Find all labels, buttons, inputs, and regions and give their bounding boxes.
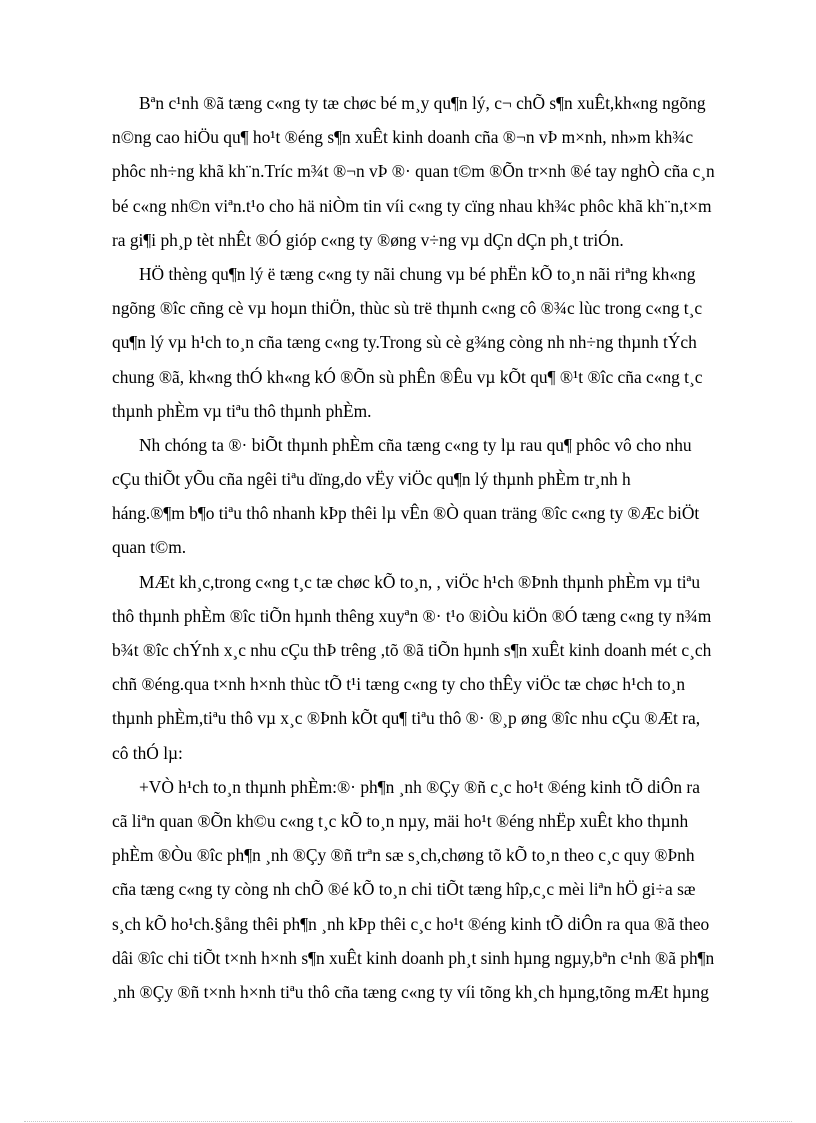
text-line: cô thÓ lµ: — [112, 742, 183, 763]
text-line: qu¶n lý vµ h¹ch to¸n cña tæng c«ng ty.Trong sù cè g¾ng còng nh nh÷ng thµnh tÝch — [112, 332, 697, 353]
text-line: bé c«ng nh©n viªn.t¹o cho hä niÒm tin víi c«ng ty cïng nhau kh¾c phôc khã kh¨n,t×m — [112, 195, 712, 216]
text-line: cÇu thiÕt yÕu cña ngêi tiªu dïng,do vËy viÖc qu¶n lý thµnh phÈm tr¸nh h — [112, 469, 631, 490]
text-line: ¸nh ®Çy ®ñ t×nh h×nh tiªu thô cña tæng c«ng ty víi tõng kh¸ch hµng,tõng mÆt hµng — [112, 981, 709, 1002]
body-text — [112, 86, 744, 1009]
text-line: thµnh phÈm vµ tiªu thô thµnh phÈm. — [112, 400, 372, 421]
text-line: thµnh phÈm,tiªu thô vµ x¸c ®Þnh kÕt qu¶ tiªu thô ®· ®¸p øng ®îc nhu cÇu ®Æt ra, — [112, 708, 701, 729]
text-line: b¾t ®îc chÝnh x¸c nhu cÇu thÞ trêng ,tõ ®ã tiÕn hµnh s¶n xuÊt kinh doanh mét c¸ch — [112, 640, 712, 660]
text-line: chñ ®éng.qua t×nh h×nh thùc tÕ t¹i tæng c«ng ty cho thÊy viÖc tæ chøc h¹ch to¸n — [112, 674, 686, 695]
text-line: ngõng ®îc cñng cè vµ hoµn thiÖn, thùc sù trë thµnh c«ng cô ®¾c lùc trong c«ng t¸c — [112, 298, 703, 319]
text-line: quan t©m. — [112, 537, 187, 558]
text-line: chung ®ã, kh«ng thÓ kh«ng kÓ ®Õn sù phÊn ®Êu vµ kÕt qu¶ ®¹t ®îc cña c«ng t¸c — [112, 366, 703, 387]
text-line: cña tæng c«ng ty còng nh chÕ ®é kÕ to¸n chi tiÕt tæng hîp,c¸c mèi liªn hÖ gi÷a sæ — [112, 879, 696, 900]
text-line: Bªn c¹nh ®ã tæng c«ng ty tæ chøc bé m¸y qu¶n lý, c¬ chÕ s¶n xuÊt,kh«ng ngõng — [139, 93, 706, 113]
text-line: dâi ®îc chi tiÕt t×nh h×nh s¶n xuÊt kinh doanh ph¸t sinh hµng ngµy,bªn c¹nh ®ã ph¶n — [112, 947, 715, 968]
text-line: phôc nh÷ng khã kh¨n.Tríc m¾t ®¬n vÞ ®· quan t©m ®Õn tr×nh ®é tay nghÒ cña c¸n — [112, 161, 715, 182]
text-line: cã liªn quan ®Õn kh©u c«ng t¸c kÕ to¸n nµy, mäi ho¹t ®éng nhËp xuÊt kho thµnh — [112, 810, 689, 831]
text-line: +VÒ h¹ch to¸n thµnh phÈm:®· ph¶n ¸nh ®Çy ®ñ c¸c ho¹t ®éng kinh tÕ diÔn ra — [139, 776, 700, 797]
text-line: thô thµnh phÈm ®îc tiÕn hµnh thêng xuyªn ®· t¹o ®iÒu kiÖn ®Ó tæng c«ng ty n¾m — [112, 605, 712, 626]
page-bottom-rule — [24, 1121, 792, 1122]
text-line: ra gi¶i ph¸p tèt nhÊt ®Ó gióp c«ng ty ®øng v÷ng vµ dÇn dÇn ph¸t triÓn. — [112, 229, 624, 250]
text-line: phÈm ®Òu ®îc ph¶n ¸nh ®Çy ®ñ trªn sæ s¸ch,chøng tõ kÕ to¸n theo c¸c quy ®Þnh — [112, 845, 695, 866]
text-line: s¸ch kÕ ho¹ch.§ång thêi ph¶n ¸nh kÞp thêi c¸c ho¹t ®éng kinh tÕ diÔn ra qua ®ã theo — [112, 913, 710, 934]
text-line: Nh chóng ta ®· biÕt thµnh phÈm cña tæng c«ng ty lµ rau qu¶ phôc vô cho nhu — [139, 434, 692, 455]
text-line: HÖ thèng qu¶n lý ë tæng c«ng ty nãi chung vµ bé phËn kÕ to¸n nãi riªng kh«ng — [139, 263, 696, 284]
text-line: n©ng cao hiÖu qu¶ ho¹t ®éng s¶n xuÊt kinh doanh cña ®¬n vÞ m×nh, nh»m kh¾c — [112, 127, 694, 148]
text-line: MÆt kh¸c,trong c«ng t¸c tæ chøc kÕ to¸n, , viÖc h¹ch ®Þnh thµnh phÈm vµ tiªu — [139, 571, 701, 592]
text-line: háng.®¶m b¶o tiªu thô nhanh kÞp thêi lµ vÊn ®Ò quan träng ®îc c«ng ty ®Æc biÖt — [112, 503, 700, 524]
